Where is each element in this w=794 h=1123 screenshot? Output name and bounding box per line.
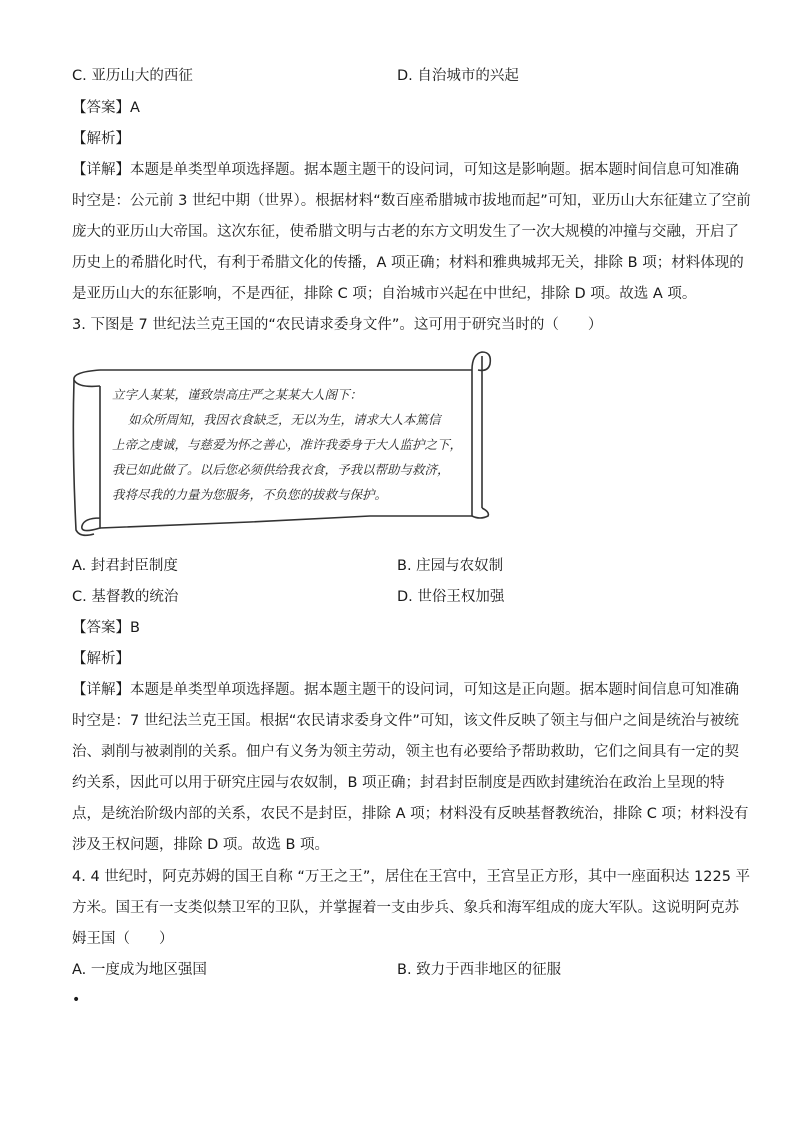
q4-options-row-ab [72,960,732,980]
q2-detail-line-4: 历史上的希腊化时代，有利于希腊文化的传播，A 项正确；材料和雅典城邦无关，排除 B 项；材料体现的 [72,255,744,271]
scroll-line-4: 我已如此做了。以后您必须供给我衣食，予我以帮助与救济， [112,462,450,477]
q3-answer-label: 【答案】 [72,620,130,636]
footer-mark: • [72,992,81,1008]
q3-scroll-document [70,348,500,540]
q2-detail-line-3: 庞大的亚历山大帝国。这次东征，使希腊文明与古老的东方文明发生了一次大规模的冲撞与交融，开启了 [72,224,739,240]
q3-options-row-cd [72,587,732,607]
q3-detail-text-1: 本题是单类型单项选择题。据本题主题干的设问词，可知这是正向题。据本题时间信息可知准确 [130,682,739,698]
q2-detail-label: 【详解】 [72,162,130,178]
q3-detail-line-3: 治、剥削与被剥削的关系。佃户有义务为领主劳动，领主也有必要给予帮助救助，它们之间具有一定的契 [72,744,739,760]
q3-detail-line-1 [72,680,739,700]
q2-detail-line-1 [72,160,739,180]
q3-detail-label: 【详解】 [72,682,130,698]
q4-stem-line-2: 方米。国王有一支类似禁卫军的卫队，并掌握着一支由步兵、象兵和海军组成的庞大军队。这说明阿克苏 [72,900,739,916]
q4-option-a: A. 一度成为地区强国 [72,962,207,978]
scroll-line-2: 如众所周知，我因衣食缺乏，无以为生，请求大人本篤信 [128,412,441,427]
q2-answer-label: 【答案】 [72,100,130,116]
q2-option-c: C. 亚历山大的西征 [72,68,193,84]
q3-answer-value: B [130,620,140,636]
q3-option-a: A. 封君封臣制度 [72,558,178,574]
q2-answer [72,98,140,118]
scroll-line-5: 我将尽我的力量为您服务，不负您的拔救与保护。 [112,487,388,502]
q3-option-c: C. 基督教的统治 [72,589,179,605]
q2-detail-text-1: 本题是单类型单项选择题。据本题主题干的设问词，可知这是影响题。据本题时间信息可知准确 [130,162,739,178]
q4-stem-line-1: 4. 4 世纪时，阿克苏姆的国王自称 “万王之王”，居住在王宫中，王宫呈正方形，其中一座面积达 1225 平 [72,869,751,885]
q2-answer-value: A [130,100,140,116]
q3-analysis-label: 【解析】 [72,651,130,667]
q3-options-row-ab [72,556,732,576]
q3-option-d: D. 世俗王权加强 [397,589,505,605]
q2-option-d: D. 自治城市的兴起 [397,68,519,84]
q2-detail-line-2: 时空是：公元前 3 世纪中期（世界）。根据材料“数百座希腊城市拔地而起”可知，亚历山大东征建立了空前 [72,193,751,209]
q4-option-b: B. 致力于西非地区的征服 [397,962,562,978]
q3-stem: 3. 下图是 7 世纪法兰克王国的“农民请求委身文件”。这可用于研究当时的（ ） [72,317,603,333]
q2-options-row-cd [72,66,732,86]
q3-detail-line-5: 点，是统治阶级内部的关系，农民不是封臣，排除 A 项；材料没有反映基督教统治，排除 C 项；材料没有 [72,806,749,822]
q3-detail-line-2: 时空是：7 世纪法兰克王国。根据“农民请求委身文件”可知，该文件反映了领主与佃户之间是统治与被统 [72,713,739,729]
scroll-line-3: 上帝之虔诚，与慈爱为怀之善心，准许我委身于大人监护之下， [112,437,463,452]
q3-detail-line-4: 约关系，因此可以用于研究庄园与农奴制，B 项正确；封君封臣制度是西欧封建统治在政治上呈现的特 [72,775,725,791]
q2-analysis-label: 【解析】 [72,131,130,147]
q3-answer [72,618,140,638]
q4-stem-line-3: 姆王国（ ） [72,931,174,947]
q3-option-b: B. 庄园与农奴制 [397,558,504,574]
q2-detail-line-5: 是亚历山大的东征影响，不是西征，排除 C 项；自治城市兴起在中世纪，排除 D 项。故选 A 项。 [72,286,697,302]
scroll-line-1: 立字人某某，谨致崇高庄严之某某大人阁下： [112,387,363,402]
q3-detail-line-6: 涉及王权问题，排除 D 项。故选 B 项。 [72,837,330,853]
